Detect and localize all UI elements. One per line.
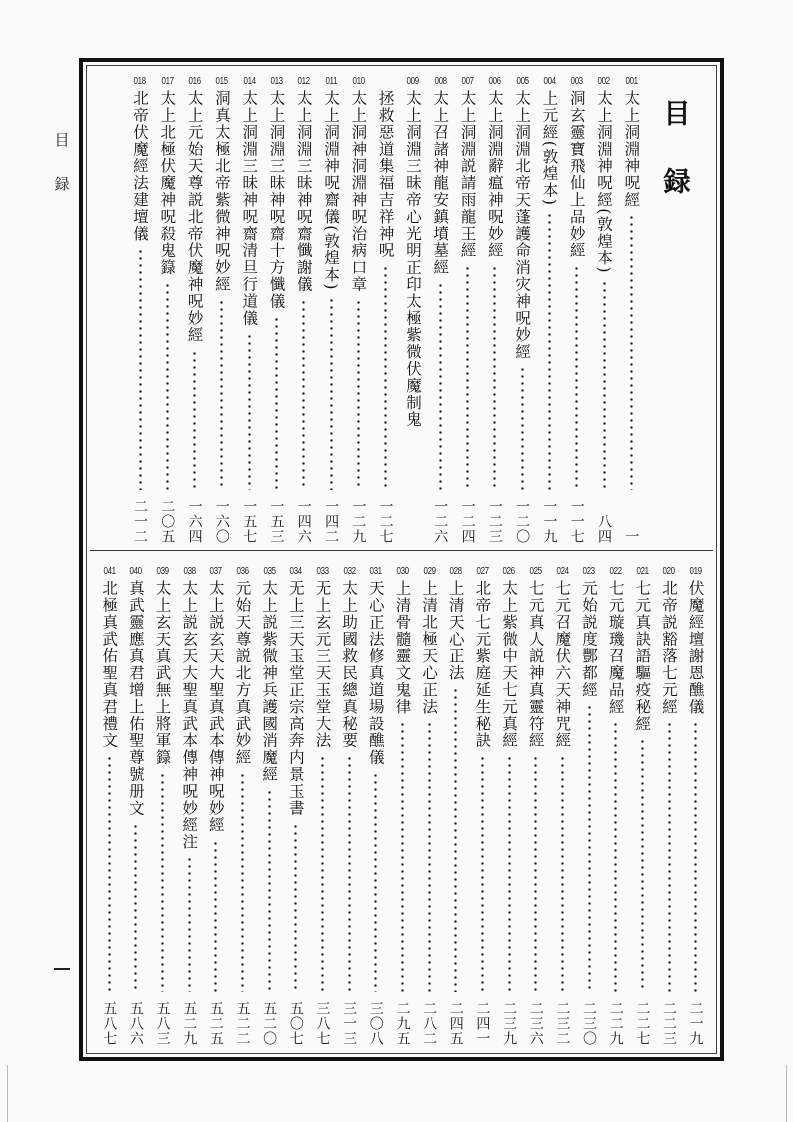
- toc-bottom-half: [96, 566, 709, 1046]
- entry-number: 029: [423, 566, 436, 577]
- entry-number: 022: [609, 566, 622, 577]
- entry-title: 太上洞淵神呪經: [622, 90, 641, 209]
- entry-page-number: 二一九: [687, 1001, 704, 1046]
- leader-dots: [668, 721, 671, 992]
- entry-page-number: 一六四: [186, 499, 203, 544]
- entry-title: 无上三天玉堂正宗高奔内景玉書: [286, 580, 305, 817]
- leader-dots: [439, 282, 442, 490]
- leader-dots: [108, 755, 111, 992]
- entry-title: 上清天心正法: [446, 580, 465, 682]
- toc-entry[interactable]: [372, 76, 399, 544]
- margin-title-char: 目: [54, 131, 70, 149]
- leader-dots: [161, 772, 164, 992]
- entry-number: 038: [183, 566, 196, 577]
- entry-number: 021: [636, 566, 649, 577]
- entry-number: 023: [582, 566, 596, 577]
- entry-number: 033: [316, 566, 329, 577]
- toc-entry[interactable]: [96, 566, 123, 1046]
- entry-page-number: 二二七: [634, 1001, 651, 1046]
- entry-title: 太上説玄天大聖真武本傳神呪妙經注: [180, 580, 199, 851]
- entry-title: 伏魔經壇謝恩醮儀: [686, 580, 705, 716]
- toc-entry[interactable]: [336, 566, 363, 1046]
- entry-number: 006: [488, 76, 501, 87]
- heading-char: 目: [663, 99, 691, 130]
- entry-number: 009: [406, 76, 420, 87]
- entry-title: 太上助國救民總真秘要: [340, 580, 359, 749]
- toc-entry[interactable]: [522, 566, 549, 1046]
- leader-dots: [330, 297, 333, 490]
- leader-dots: [220, 299, 223, 490]
- entry-page-number: 五二二: [234, 1001, 251, 1046]
- toc-entry[interactable]: [256, 566, 283, 1046]
- toc-entry[interactable]: [176, 566, 203, 1046]
- entry-number: 032: [343, 566, 356, 577]
- leader-dots: [357, 299, 360, 490]
- entry-title: 北帝七元紫庭延生秘訣: [473, 580, 492, 749]
- leader-dots: [534, 755, 537, 992]
- entry-page-number: 一一九: [541, 499, 558, 544]
- entry-page-number: 二八二: [421, 1001, 438, 1046]
- entry-number: 013: [270, 76, 283, 87]
- entry-number: 012: [297, 76, 310, 87]
- entry-page-number: 一二〇: [514, 499, 531, 544]
- toc-entry[interactable]: [154, 76, 181, 544]
- toc-entry[interactable]: [399, 76, 426, 544]
- page-edge-line: [7, 1065, 8, 1122]
- leader-dots: [454, 687, 457, 992]
- leader-dots: [241, 772, 244, 992]
- entry-page-number: 二四一: [474, 1001, 491, 1046]
- entry-number: 018: [133, 76, 147, 87]
- entry-page-number: 三八七: [314, 1001, 331, 1046]
- leader-dots: [588, 704, 591, 992]
- page-heading: [662, 100, 692, 236]
- entry-number: 031: [369, 566, 382, 577]
- toc-entry[interactable]: [362, 566, 389, 1046]
- entry-page-number: 二三九: [501, 1001, 518, 1046]
- entry-title: 元始説度酆都經: [580, 580, 599, 699]
- entry-page-number: 五八三: [154, 1001, 171, 1046]
- entry-page-number: 五八六: [127, 1001, 144, 1046]
- toc-entry[interactable]: [682, 566, 709, 1046]
- entry-number: 007: [461, 76, 474, 87]
- toc-entry[interactable]: [126, 76, 153, 544]
- entry-title: 太上洞淵辭瘟神呪妙經: [485, 90, 504, 259]
- entry-page-number: 一二九: [350, 499, 367, 544]
- entry-title: 天心正法修真道場設醮儀: [366, 580, 385, 766]
- entry-page-number: 三〇八: [367, 1001, 384, 1046]
- leader-dots: [139, 248, 142, 490]
- toc-entry[interactable]: [481, 76, 508, 544]
- entry-page-number: 三一三: [341, 1001, 358, 1046]
- toc-entry[interactable]: [576, 566, 603, 1046]
- entry-page-number: 五八七: [101, 1001, 118, 1046]
- leader-dots: [214, 840, 217, 993]
- entry-number: 026: [503, 566, 516, 577]
- entry-title: 太上洞神洞淵神呪治病口章: [349, 90, 368, 293]
- page-edge-line: [786, 1065, 787, 1122]
- entry-title: 太上玄天真武無上將軍籙: [153, 580, 172, 766]
- entry-title: 无上玄元三天玉堂大法: [313, 580, 332, 749]
- entry-page-number: 五二九: [181, 1001, 198, 1046]
- leader-dots: [134, 823, 137, 992]
- toc-entry[interactable]: [602, 566, 629, 1046]
- entry-number: 027: [476, 566, 489, 577]
- toc-entry[interactable]: [496, 566, 523, 1046]
- entry-title: 太上北極伏魔神呪殺鬼籙: [158, 90, 177, 276]
- leader-dots: [268, 789, 271, 992]
- entry-number: 015: [215, 76, 228, 87]
- toc-entry[interactable]: [203, 566, 230, 1046]
- leader-dots: [466, 265, 469, 490]
- entry-title: 洞玄靈寶飛仙上品妙經: [567, 90, 586, 259]
- entry-title: 太上説紫微神兵護國消魔經: [260, 580, 279, 783]
- entry-title: 上元經(敦煌本): [540, 90, 559, 207]
- leader-dots: [521, 366, 524, 490]
- leader-dots: [428, 721, 431, 992]
- leader-dots: [275, 316, 278, 490]
- leader-dots: [401, 721, 404, 992]
- entry-number: 024: [556, 566, 569, 577]
- leader-dots: [493, 265, 496, 490]
- entry-title: 北帝伏魔經法建壇儀: [131, 90, 149, 243]
- heading-char: 録: [663, 167, 691, 198]
- entry-number: 004: [543, 76, 556, 87]
- toc-entry[interactable]: [317, 76, 344, 544]
- entry-number: 037: [209, 566, 222, 577]
- entry-number: 017: [161, 76, 174, 87]
- entry-title: 太上洞淵三昧神呪齋清旦行道儀: [240, 90, 259, 327]
- entry-number: 036: [236, 566, 249, 577]
- leader-dots: [193, 350, 196, 491]
- entry-page-number: 二二三: [661, 1001, 678, 1046]
- margin-running-title: [52, 130, 72, 218]
- toc-entry[interactable]: [509, 76, 536, 544]
- entry-title: 上清北極天心正法: [420, 580, 439, 716]
- entry-number: 008: [434, 76, 447, 87]
- toc-entry[interactable]: [149, 566, 176, 1046]
- toc-entry[interactable]: [389, 566, 416, 1046]
- entry-title: 元始天尊説北方真武妙經: [233, 580, 252, 766]
- entry-title: 七元召魔伏六天神咒經: [553, 580, 572, 749]
- toc-entry[interactable]: [208, 76, 235, 544]
- entry-number: 003: [570, 76, 583, 87]
- entry-number: 016: [188, 76, 201, 87]
- entry-page-number: 一四六: [295, 499, 312, 544]
- entry-page-number: 八四: [596, 514, 613, 544]
- toc-entry[interactable]: [536, 76, 563, 544]
- entry-number: 010: [352, 76, 365, 87]
- entry-page-number: 二三二: [554, 1001, 571, 1046]
- toc-entry[interactable]: [263, 76, 290, 544]
- entry-number: 035: [263, 566, 276, 577]
- toc-entry[interactable]: [283, 566, 310, 1046]
- leader-dots: [603, 280, 606, 490]
- leader-dots: [374, 772, 377, 992]
- entry-title: 太上洞淵三昧神呪齋懺謝儀: [294, 90, 313, 293]
- leader-dots: [481, 755, 484, 992]
- entry-number: 040: [129, 566, 142, 577]
- entry-number: 001: [625, 76, 638, 87]
- entry-title: 太上洞淵北帝天蓬護命消灾神呪妙經: [513, 90, 532, 361]
- entry-number: 034: [289, 566, 302, 577]
- page-folio-mark: [54, 968, 70, 970]
- entry-page-number: 一二三: [486, 499, 503, 544]
- entry-page-number: 二四五: [447, 1001, 464, 1046]
- entry-page-number: 一六〇: [213, 499, 230, 544]
- leader-dots: [294, 823, 297, 992]
- leader-dots: [248, 333, 251, 490]
- toc-entry[interactable]: [123, 566, 150, 1046]
- entry-page-number: 一一七: [568, 499, 585, 544]
- entry-title: 真武靈應真君增上佑聖尊號册文: [126, 580, 145, 817]
- entry-number: 014: [243, 76, 256, 87]
- entry-title: 七元真訣語驅疫秘經: [633, 580, 652, 733]
- leader-dots: [384, 265, 387, 490]
- entry-page-number: 二三六: [527, 1001, 544, 1046]
- toc-entry[interactable]: [563, 76, 590, 544]
- entry-title: 太上洞淵三昧帝心光明正印太極紫微伏魔制鬼: [403, 90, 422, 428]
- leader-dots: [321, 755, 324, 992]
- toc-entry[interactable]: [629, 566, 656, 1046]
- entry-number: 039: [156, 566, 169, 577]
- toc-entry[interactable]: [656, 566, 683, 1046]
- entry-title: 太上洞淵説請雨龍王經: [458, 90, 477, 259]
- leader-dots: [508, 755, 511, 992]
- entry-title: 太上洞淵神呪齋儀(敦煌本): [322, 90, 341, 291]
- margin-title-char: 録: [54, 175, 70, 193]
- toc-entry[interactable]: [427, 76, 454, 544]
- entry-number: 030: [396, 566, 409, 577]
- toc-entry[interactable]: [345, 76, 372, 544]
- toc-entry[interactable]: [229, 566, 256, 1046]
- entry-page-number: 一五七: [241, 499, 258, 544]
- page-folio-number: [54, 955, 55, 956]
- toc-entry[interactable]: [181, 76, 208, 544]
- toc-entry[interactable]: [236, 76, 263, 544]
- half-divider: [90, 550, 713, 551]
- leader-dots: [548, 212, 551, 490]
- toc-entry[interactable]: [469, 566, 496, 1046]
- leader-dots: [348, 755, 351, 992]
- entry-title: 拯救惡道集福吉祥神呪: [376, 90, 395, 259]
- entry-number: 025: [529, 566, 542, 577]
- toc-entry[interactable]: [416, 566, 443, 1046]
- entry-title: 洞真太極北帝紫微神呪妙經: [212, 90, 231, 293]
- entry-number: 041: [103, 566, 116, 577]
- leader-dots: [188, 856, 191, 992]
- entry-title: 北帝説豁落七元經: [660, 580, 679, 716]
- toc-top-half: [96, 76, 645, 544]
- entry-title: 七元璇璣召魔品經: [606, 580, 625, 716]
- toc-entry[interactable]: [442, 566, 469, 1046]
- toc-entry[interactable]: [290, 76, 317, 544]
- entry-title: 太上説玄天大聖真武本傳神呪妙經: [206, 580, 225, 834]
- entry-number: 019: [689, 566, 702, 577]
- toc-entry[interactable]: [454, 76, 481, 544]
- leader-dots: [561, 755, 564, 992]
- entry-page-number: 一四二: [323, 499, 340, 544]
- entry-title: 北極真武佑聖真君禮文: [100, 580, 119, 749]
- entry-page-number: 二二九: [607, 1001, 624, 1046]
- leader-dots: [302, 299, 305, 490]
- entry-number: 011: [325, 76, 337, 87]
- leader-dots: [166, 282, 169, 490]
- entry-title: 太上元始天尊説北帝伏魔神呪妙經: [185, 90, 204, 344]
- entry-number: 005: [516, 76, 529, 87]
- toc-entry[interactable]: [549, 566, 576, 1046]
- leader-dots: [641, 738, 644, 992]
- toc-entry[interactable]: [618, 76, 645, 544]
- entry-page-number: 一: [623, 529, 640, 544]
- entry-title: 太上紫微中天七元真經: [500, 580, 519, 749]
- leader-dots: [575, 265, 578, 490]
- entry-page-number: 二三〇: [581, 1001, 598, 1046]
- entry-page-number: 一五三: [268, 499, 285, 544]
- entry-page-number: 二〇五: [159, 499, 176, 544]
- entry-title: 太上洞淵神呪經(敦煌本): [595, 90, 614, 274]
- entry-page-number: 五二〇: [261, 1001, 278, 1046]
- entry-page-number: 一二四: [459, 499, 476, 544]
- entry-page-number: 二九五: [394, 1001, 411, 1046]
- leader-dots: [694, 721, 697, 992]
- toc-entry[interactable]: [590, 76, 617, 544]
- entry-page-number: 五〇七: [287, 1001, 304, 1046]
- entry-number: 028: [449, 566, 462, 577]
- entry-page-number: 五二五: [207, 1001, 224, 1046]
- entry-title: 七元真人説神真靈符經: [526, 580, 545, 749]
- leader-dots: [614, 721, 617, 992]
- entry-title: 太上召諸神龍安鎮墳墓經: [431, 90, 450, 276]
- entry-title: 上清骨髓靈文鬼律: [393, 580, 412, 716]
- entry-page-number: 二一二: [132, 499, 148, 544]
- toc-entry[interactable]: [309, 566, 336, 1046]
- entry-number: 020: [662, 566, 676, 577]
- entry-title: 太上洞淵三昧神呪齋十方懺儀: [267, 90, 286, 310]
- entry-page-number: 一二七: [377, 499, 394, 544]
- entry-page-number: 一二六: [432, 499, 449, 544]
- leader-dots: [630, 214, 633, 490]
- entry-number: 002: [597, 76, 611, 87]
